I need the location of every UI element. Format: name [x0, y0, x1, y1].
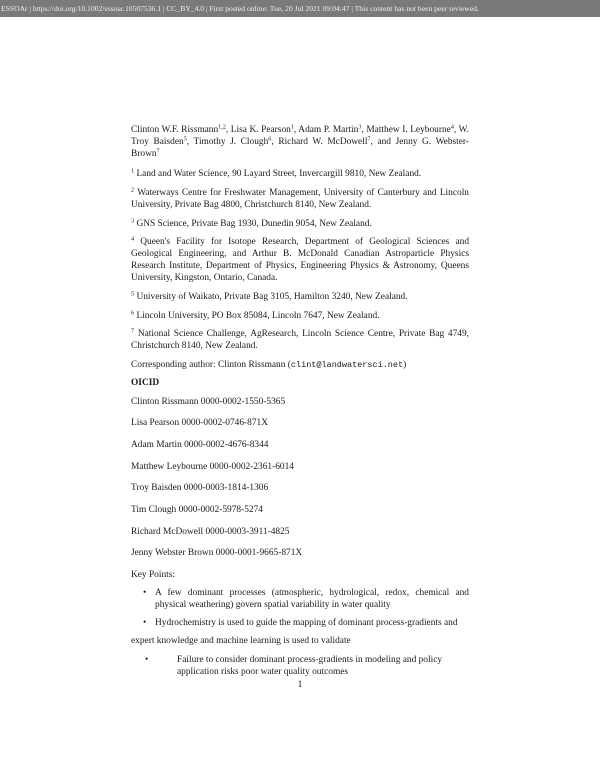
affiliation-text: Waterways Centre for Freshwater Management, University of Canterbury and Lincoln University, Private Bag 4800, Christchurch 8140, New Zealand.: [131, 187, 469, 210]
author-name: Richard W. McDowell: [278, 137, 368, 148]
affiliation-number: 7: [131, 327, 135, 335]
page-number: 1: [297, 680, 303, 690]
author-name: Lisa K. Pearson: [230, 125, 291, 135]
author-name: and Jenny G. Webster-Brown: [131, 137, 469, 160]
author-name: Timothy J. Clough: [193, 137, 269, 148]
key-point-item: [143, 587, 469, 611]
affiliation-item: [131, 310, 469, 322]
affiliation-text: National Science Challenge, AgResearch, Lincoln Science Centre, Private Bag 4749, Christchurch 8140, New Zealand.: [131, 329, 469, 352]
corresponding-email[interactable]: clint@landwatersci.net: [290, 359, 404, 370]
author-affiliation-marker: 1,2: [218, 123, 226, 131]
orcid-entry: Jenny Webster Brown 0000-0001-9665-871X: [131, 548, 303, 559]
affiliation-text: Queen's Facility for Isotope Research, Department of Geological Sciences and Geological Engineering, and Arthur B. McDonald Canadian Astroparticle Physics Research Institute, Department of Physics, Engineering Physics & Astronomy, Queens University, Kingston, Ontario, Canada.: [131, 237, 470, 284]
affiliation-item: [131, 168, 469, 180]
affiliation-text: GNS Science, Private Bag 1930, Dunedin 9054, New Zealand.: [136, 218, 372, 229]
author-affiliation-marker: 3: [358, 123, 362, 131]
author-separator: ,: [370, 137, 378, 148]
key-point-3: [131, 654, 469, 678]
orcid-entry: Tim Clough 0000-0002-5978-5274: [131, 505, 263, 516]
bullet-icon: •: [145, 654, 149, 665]
orcid-entry: Adam Martin 0000-0002-4676-8344: [131, 439, 269, 450]
author-name: W. Troy Baisden: [131, 125, 469, 148]
author-affiliation-marker: 4: [450, 123, 454, 131]
corresponding-close: ): [403, 359, 407, 370]
affiliation-item: [131, 187, 469, 211]
author-affiliation-marker: 6: [268, 135, 272, 143]
author-list: [131, 124, 469, 160]
author-affiliation-marker: 7: [156, 147, 160, 155]
affiliation-text: Land and Water Science, 90 Layard Street, Invercargill 9810, New Zealand.: [136, 169, 422, 180]
affiliation-list: [131, 168, 469, 352]
corresponding-label: Corresponding author: Clinton Rissmann (: [131, 359, 291, 370]
bullet-icon: •: [143, 588, 147, 599]
affiliation-item: [131, 218, 469, 230]
orcid-entry: Clinton Rissmann 0000-0002-1550-5365: [131, 396, 286, 407]
author-separator: ,: [453, 125, 459, 135]
orcid-heading: OICID: [131, 378, 160, 388]
key-point-item: [143, 617, 469, 629]
orcid-list: [131, 396, 469, 560]
affiliation-item: [131, 328, 469, 352]
affiliation-text: University of Waikato, Private Bag 3105, Hamilton 3240, New Zealand.: [136, 292, 408, 303]
author-affiliation-marker: 7: [367, 135, 371, 143]
author-name: Clinton W.F. Rissmann: [131, 125, 219, 135]
author-name: Adam P. Martin: [298, 125, 359, 135]
orcid-entry: Richard McDowell 0000-0003-3911-4825: [131, 526, 290, 537]
author-separator: ,: [271, 137, 279, 148]
author-separator: ,: [225, 125, 231, 135]
orcid-entry: Matthew Leybourne 0000-0002-2361-6014: [131, 461, 294, 472]
affiliation-number: 4: [131, 235, 135, 243]
orcid-entry: Troy Baisden 0000-0003-1814-1306: [131, 483, 269, 494]
affiliation-item: [131, 291, 469, 303]
affiliation-number: 5: [131, 290, 135, 298]
corresponding-author: [131, 359, 469, 371]
affiliation-text: Lincoln University, PO Box 85084, Lincoln 7647, New Zealand.: [136, 310, 380, 321]
affiliation-number: 1: [131, 167, 135, 175]
key-point-continuation: expert knowledge and machine learning is used to validate: [131, 636, 351, 647]
orcid-entry: Lisa Pearson 0000-0002-0746-871X: [131, 418, 268, 429]
key-points-list: [131, 587, 469, 629]
author-name: Matthew I. Leybourne: [366, 125, 451, 135]
author-separator: ,: [293, 125, 299, 135]
title-page-body: [131, 124, 469, 678]
author-affiliation-marker: 1: [290, 123, 294, 131]
preprint-banner: ESSOAr | https://doi.org/10.1002/essoar.10507536.1 | CC_BY_4.0 | First posted online: Tue, 20 Jul 2021 09:04:47 | This content has not been peer reviewed.: [0, 0, 600, 17]
key-points-label: Key Points:: [131, 570, 176, 581]
key-point-text: Hydrochemistry is used to guide the mapping of dominant process-gradients and: [155, 618, 458, 629]
affiliation-number: 2: [131, 186, 135, 194]
key-point-3-text: Failure to consider dominant process-gradients in modeling and policy application risks poor water quality outcomes: [177, 654, 443, 677]
affiliation-number: 6: [131, 309, 135, 317]
author-affiliation-marker: 5: [183, 135, 187, 143]
key-point-text: A few dominant processes (atmospheric, hydrological, redox, chemical and physical weathering) govern spatial variability in water quality: [155, 588, 469, 611]
author-separator: ,: [186, 137, 194, 148]
affiliation-number: 3: [131, 216, 135, 224]
bullet-icon: •: [143, 618, 147, 629]
author-separator: ,: [361, 125, 367, 135]
affiliation-item: [131, 236, 469, 284]
